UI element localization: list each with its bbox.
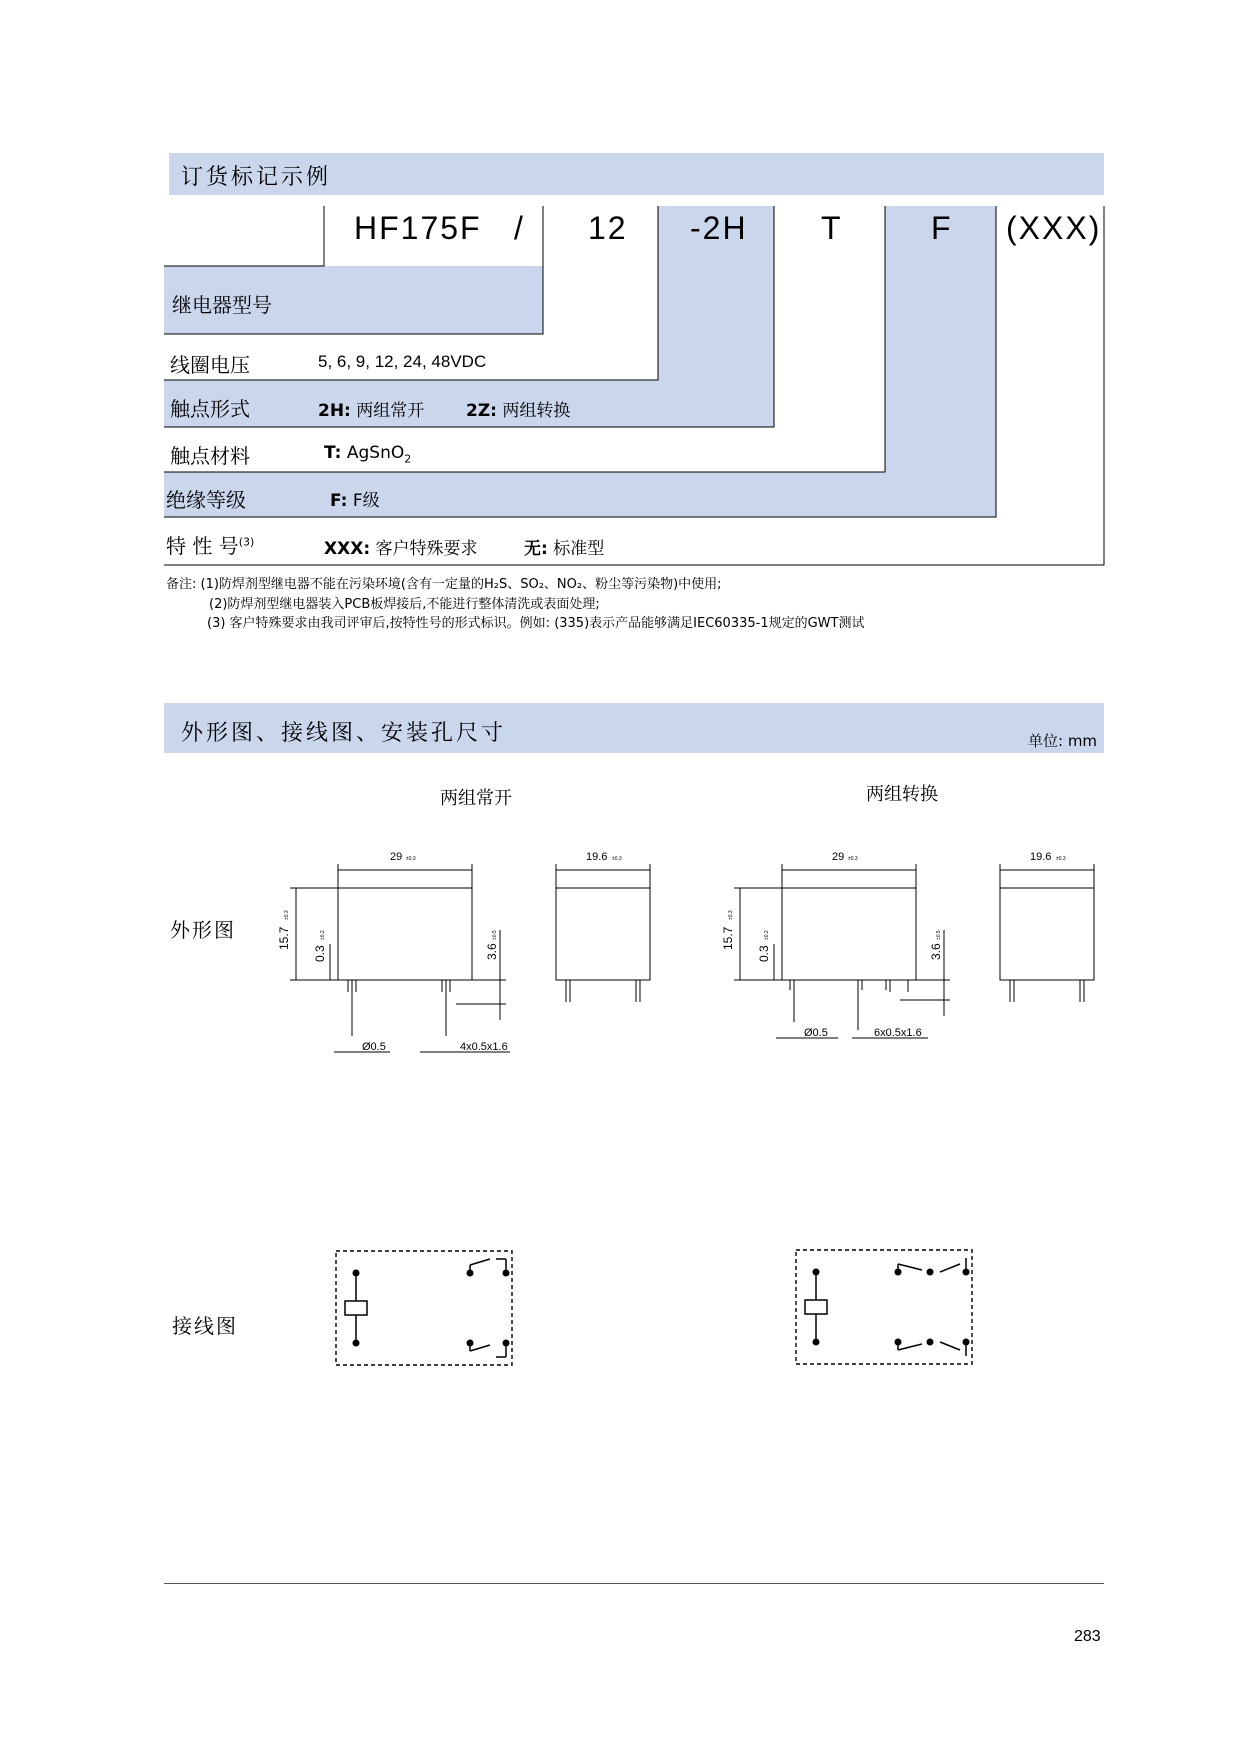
dim-pin-2z: Ø0.5	[804, 1027, 828, 1039]
value-contact-form-1	[318, 396, 424, 421]
code-slash: /	[514, 210, 525, 246]
dim-pins-2z: 6x0.5x1.6	[874, 1027, 922, 1039]
code-2z: 2Z:	[466, 401, 497, 421]
text-xxx: 客户特殊要求	[375, 539, 478, 559]
outline-2h-side	[550, 840, 660, 1010]
code-coil-voltage: 12	[588, 210, 628, 246]
code-insulation: F	[931, 210, 953, 246]
outline-2z-side	[996, 840, 1106, 1010]
dim-196-tol-2z: ±0.3	[1056, 856, 1066, 862]
value-special-1	[324, 534, 478, 559]
col-title-2h: 两组常开	[440, 788, 512, 809]
outline-2h-front	[270, 840, 530, 1070]
footer-rule	[164, 1583, 1104, 1584]
dim-29-2h: 29	[390, 851, 403, 863]
text-2h: 两组常开	[356, 401, 425, 421]
label-special-sup: (3)	[238, 535, 255, 549]
dim-36-2h: 3.6	[485, 943, 499, 960]
value-special-2	[524, 534, 604, 559]
code-t: T:	[324, 443, 342, 463]
value-insulation	[330, 486, 380, 511]
dim-pin-2h: Ø0.5	[362, 1041, 386, 1053]
dim-03-2h: 0.3	[313, 945, 327, 962]
value-contact-form-2	[466, 396, 570, 421]
value-coil-voltage: 5, 6, 9, 12, 24, 48VDC	[318, 352, 487, 371]
value-contact-material	[324, 443, 411, 465]
section-title-dimensions: 外形图、接线图、安装孔尺寸	[181, 721, 507, 746]
label-insulation: 绝缘等级	[166, 488, 246, 512]
dim-03-2z: 0.3	[757, 945, 771, 962]
text-2z: 两组转换	[502, 401, 571, 421]
label-outline: 外形图	[170, 918, 236, 942]
dim-157-2h: 15.7	[277, 926, 291, 950]
code-contact-form: -2H	[690, 210, 748, 246]
label-contact-material: 触点材料	[170, 444, 250, 468]
code-xxx: XXX:	[324, 539, 371, 559]
note-1: 备注: (1)防焊剂型继电器不能在污染环境(含有一定量的H₂S、SO₂、NO₂、粉尘等污染物)中使用;	[166, 577, 722, 592]
code-model: HF175F	[354, 210, 482, 246]
label-contact-form: 触点形式	[170, 397, 250, 421]
dim-36-tol-2z: ±0.5	[936, 930, 942, 940]
dim-157-tol-2z: ±0.3	[728, 910, 734, 920]
dim-196-2h: 19.6	[586, 851, 608, 863]
page-number: 283	[1074, 1628, 1101, 1645]
dim-03-tol-2h: ±0.2	[320, 930, 326, 940]
dim-196-2z: 19.6	[1030, 851, 1052, 863]
dim-36-tol-2h: ±0.5	[492, 930, 498, 940]
dim-29-tol-2z: ±0.3	[848, 856, 858, 862]
label-coil-voltage: 线圈电压	[170, 353, 250, 377]
text-standard: 标准型	[553, 539, 605, 559]
dim-29-2z: 29	[832, 851, 845, 863]
code-none: 无:	[524, 539, 548, 559]
sub-2: 2	[404, 452, 412, 466]
text-f-class: F级	[352, 491, 380, 511]
wiring-2h	[330, 1245, 520, 1375]
text-agsno: AgSnO	[346, 443, 405, 463]
dim-157-tol-2h: ±0.3	[284, 910, 290, 920]
note-2: (2)防焊剂型继电器装入PCB板焊接后,不能进行整体清洗或表面处理;	[209, 597, 600, 612]
section-title-ordering: 订货标记示例	[181, 165, 332, 190]
dim-36-2z: 3.6	[929, 943, 943, 960]
code-special: (XXX)	[1006, 210, 1102, 246]
code-contact-material: T	[821, 210, 843, 246]
dim-157-2z: 15.7	[721, 926, 735, 950]
note-3: (3) 客户特殊要求由我司评审后,按特性号的形式标识。例如: (335)表示产品能够满足IEC60335-1规定的GWT测试	[207, 616, 865, 631]
label-relay-model: 继电器型号	[172, 293, 272, 317]
dim-03-tol-2z: ±0.2	[764, 930, 770, 940]
code-f: F:	[330, 491, 348, 511]
label-wiring: 接线图	[172, 1314, 238, 1338]
label-special	[166, 530, 254, 559]
label-special-text: 特 性 号	[166, 534, 239, 558]
dim-196-tol-2h: ±0.3	[612, 856, 622, 862]
outline-2z-front	[718, 840, 978, 1070]
dim-29-tol-2h: ±0.3	[406, 856, 416, 862]
wiring-2z	[790, 1244, 980, 1374]
col-title-2z: 两组转换	[866, 784, 938, 805]
unit-label: 单位: mm	[1028, 732, 1098, 750]
dim-pins-2h: 4x0.5x1.6	[460, 1041, 508, 1053]
code-2h: 2H:	[318, 401, 351, 421]
